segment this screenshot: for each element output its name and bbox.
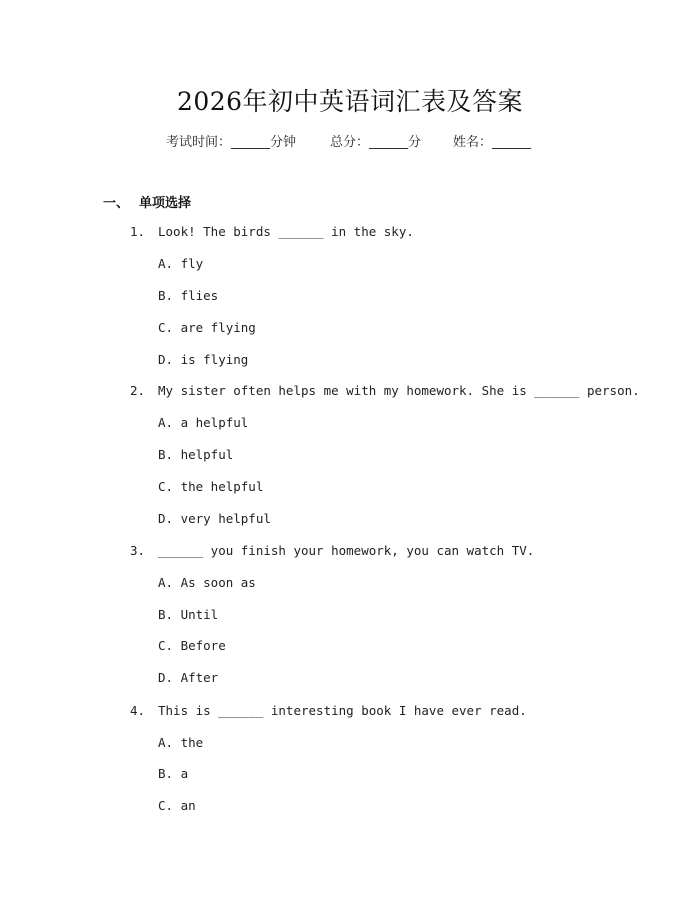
- option-a: A. As soon as: [158, 575, 256, 590]
- question-number: 4.: [130, 703, 146, 718]
- option-c: C. Before: [158, 638, 226, 653]
- page-title: 2026年初中英语词汇表及答案: [176, 87, 524, 116]
- question-text: ______ you finish your homework, you can watch TV.: [158, 543, 535, 558]
- question-text: This is ______ interesting book I have ever read.: [158, 703, 527, 718]
- option-d: D. is flying: [158, 352, 249, 367]
- option-c: C. an: [158, 798, 196, 813]
- total-score-field: 总分：______分: [330, 135, 422, 150]
- question-text: Look! The birds ______ in the sky.: [158, 224, 414, 239]
- option-b: B. a: [158, 766, 189, 781]
- section-heading: [103, 192, 191, 211]
- option-a: A. fly: [158, 256, 204, 271]
- section-number: 一、: [103, 196, 130, 211]
- option-b: B. Until: [158, 607, 219, 622]
- question-number: 3.: [130, 543, 146, 558]
- name-field: 姓名：______: [453, 135, 532, 150]
- option-d: D. very helpful: [158, 511, 271, 526]
- option-b: B. flies: [158, 288, 219, 303]
- section-label: 单项选择: [139, 196, 192, 211]
- question-number: 1.: [130, 224, 146, 239]
- question-text: My sister often helps me with my homework. She is ______ person.: [158, 383, 640, 398]
- option-c: C. are flying: [158, 320, 256, 335]
- option-b: B. helpful: [158, 447, 234, 462]
- option-a: A. the: [158, 735, 204, 750]
- option-c: C. the helpful: [158, 479, 264, 494]
- exam-time-field: 考试时间：______分钟: [166, 135, 297, 150]
- option-a: A. a helpful: [158, 415, 249, 430]
- option-d: D. After: [158, 670, 219, 685]
- question-number: 2.: [130, 383, 146, 398]
